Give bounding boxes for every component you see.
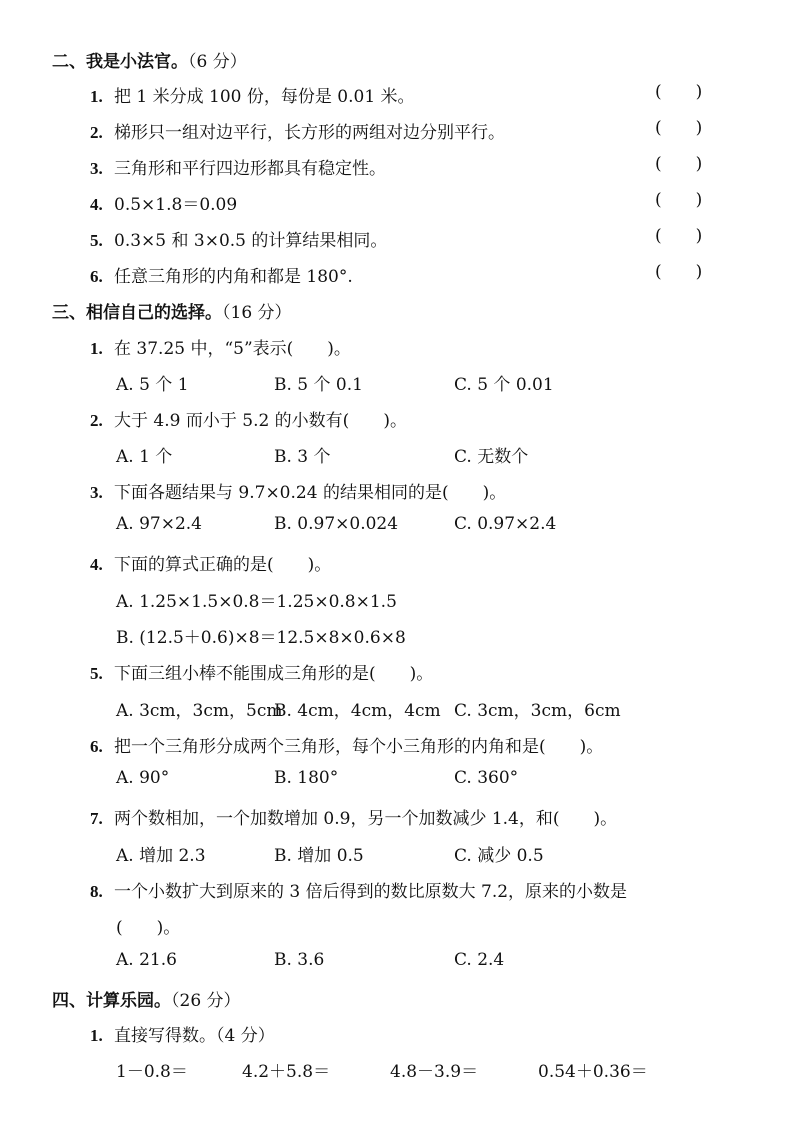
judge-item bbox=[90, 262, 353, 287]
option-a[interactable]: A. 90° bbox=[116, 768, 170, 788]
question-number: 3. bbox=[90, 483, 103, 502]
question-text: 一个小数扩大到原来的 3 倍后得到的数比原数大 7.2，原来的小数是 bbox=[114, 882, 628, 902]
option-a[interactable]: A. 1.25×1.5×0.8＝1.25×0.8×1.5 bbox=[116, 592, 397, 612]
item-text: 0.3×5 和 3×0.5 的计算结果相同。 bbox=[114, 231, 388, 251]
option-b[interactable]: B. 5 个 0.1 bbox=[274, 375, 363, 395]
choice-question bbox=[90, 732, 603, 757]
section-score-note: （6 分） bbox=[188, 52, 247, 72]
option-a[interactable]: A. 97×2.4 bbox=[116, 514, 202, 534]
option-c[interactable]: C. 3cm，3cm，6cm bbox=[454, 701, 621, 721]
calc-item[interactable]: 4.8－3.9＝ bbox=[390, 1062, 479, 1082]
paren-open: ( bbox=[655, 118, 662, 138]
option-b[interactable]: B. 增加 0.5 bbox=[274, 846, 364, 866]
option-a[interactable]: A. 21.6 bbox=[116, 950, 177, 970]
calc-item[interactable]: 4.2＋5.8＝ bbox=[242, 1062, 331, 1082]
paren-close: ) bbox=[695, 154, 703, 174]
option-c[interactable]: C. 360° bbox=[454, 768, 519, 788]
section-title-text: 二、我是小法官。 bbox=[52, 52, 188, 72]
question-number: 8. bbox=[90, 882, 103, 901]
question-text: 大于 4.9 而小于 5.2 的小数有( )。 bbox=[114, 411, 407, 431]
option-a[interactable]: A. 1 个 bbox=[116, 447, 173, 467]
sub-question bbox=[90, 1021, 275, 1046]
paren-open: ( bbox=[655, 262, 662, 282]
option-c[interactable]: C. 0.97×2.4 bbox=[454, 514, 557, 534]
judge-item bbox=[90, 226, 387, 251]
item-text: 梯形只一组对边平行，长方形的两组对边分别平行。 bbox=[114, 123, 505, 143]
option-b[interactable]: B. (12.5＋0.6)×8＝12.5×8×0.6×8 bbox=[116, 628, 406, 648]
option-b[interactable]: B. 0.97×0.024 bbox=[274, 514, 399, 534]
answer-parentheses[interactable] bbox=[655, 262, 702, 282]
sub-question-number: 1. bbox=[90, 1026, 103, 1045]
question-number: 6. bbox=[90, 737, 103, 756]
question-text-continued: ( )。 bbox=[116, 918, 181, 938]
choice-question bbox=[90, 877, 627, 902]
option-a[interactable]: A. 3cm，3cm，5cm bbox=[116, 701, 283, 721]
item-number: 5. bbox=[90, 231, 103, 250]
judge-item bbox=[90, 154, 386, 179]
option-c[interactable]: C. 5 个 0.01 bbox=[454, 375, 554, 395]
choice-question bbox=[90, 406, 407, 431]
item-number: 3. bbox=[90, 159, 103, 178]
paren-open: ( bbox=[655, 82, 662, 102]
option-a[interactable]: A. 5 个 1 bbox=[116, 375, 189, 395]
judge-item bbox=[90, 190, 237, 215]
item-number: 2. bbox=[90, 123, 103, 142]
question-text: 下面各题结果与 9.7×0.24 的结果相同的是( )。 bbox=[114, 483, 507, 503]
judge-item bbox=[90, 118, 505, 143]
option-c[interactable]: C. 2.4 bbox=[454, 950, 505, 970]
section-score-note: （26 分） bbox=[171, 991, 241, 1011]
section-score-note: （16 分） bbox=[222, 303, 292, 323]
option-b[interactable]: B. 180° bbox=[274, 768, 339, 788]
item-text: 把 1 米分成 100 份，每份是 0.01 米。 bbox=[114, 87, 415, 107]
question-text: 把一个三角形分成两个三角形，每个小三角形的内角和是( )。 bbox=[114, 737, 604, 757]
choice-question bbox=[90, 478, 506, 503]
question-number: 2. bbox=[90, 411, 103, 430]
section-title-text: 四、计算乐园。 bbox=[52, 991, 171, 1011]
answer-parentheses[interactable] bbox=[655, 154, 702, 174]
item-number: 6. bbox=[90, 267, 103, 286]
paren-open: ( bbox=[655, 190, 662, 210]
answer-parentheses[interactable] bbox=[655, 190, 702, 210]
question-text: 两个数相加，一个加数增加 0.9，另一个加数减少 1.4，和( )。 bbox=[114, 809, 618, 829]
section-title-2 bbox=[52, 47, 247, 72]
calc-item[interactable]: 1－0.8＝ bbox=[116, 1062, 188, 1082]
paren-close: ) bbox=[695, 226, 703, 246]
paren-close: ) bbox=[695, 262, 703, 282]
question-number: 1. bbox=[90, 339, 103, 358]
item-text: 0.5×1.8＝0.09 bbox=[114, 195, 238, 215]
calc-item[interactable]: 0.54＋0.36＝ bbox=[538, 1062, 648, 1082]
question-text: 在 37.25 中，“5”表示( )。 bbox=[114, 339, 351, 359]
option-b[interactable]: B. 3 个 bbox=[274, 447, 331, 467]
choice-question bbox=[90, 804, 617, 829]
choice-question bbox=[90, 550, 331, 575]
choice-question bbox=[90, 659, 433, 684]
paren-close: ) bbox=[695, 82, 703, 102]
option-a[interactable]: A. 增加 2.3 bbox=[116, 846, 206, 866]
section-title-text: 三、相信自己的选择。 bbox=[52, 303, 222, 323]
option-b[interactable]: B. 4cm，4cm，4cm bbox=[274, 701, 441, 721]
paren-close: ) bbox=[695, 190, 703, 210]
option-c[interactable]: C. 无数个 bbox=[454, 447, 529, 467]
item-text: 三角形和平行四边形都具有稳定性。 bbox=[114, 159, 386, 179]
question-number: 5. bbox=[90, 664, 103, 683]
question-number: 7. bbox=[90, 809, 103, 828]
paren-open: ( bbox=[655, 154, 662, 174]
item-number: 1. bbox=[90, 87, 103, 106]
answer-parentheses[interactable] bbox=[655, 82, 702, 102]
paren-close: ) bbox=[695, 118, 703, 138]
question-text: 下面三组小棒不能围成三角形的是( )。 bbox=[114, 664, 434, 684]
sub-question-text: 直接写得数。（4 分） bbox=[114, 1026, 275, 1046]
answer-parentheses[interactable] bbox=[655, 226, 702, 246]
choice-question bbox=[90, 334, 351, 359]
section-title-3 bbox=[52, 298, 292, 323]
judge-item bbox=[90, 82, 415, 107]
section-title-4 bbox=[52, 986, 241, 1011]
option-c[interactable]: C. 减少 0.5 bbox=[454, 846, 544, 866]
item-text: 任意三角形的内角和都是 180°. bbox=[114, 267, 353, 287]
answer-parentheses[interactable] bbox=[655, 118, 702, 138]
option-b[interactable]: B. 3.6 bbox=[274, 950, 325, 970]
question-number: 4. bbox=[90, 555, 103, 574]
item-number: 4. bbox=[90, 195, 103, 214]
paren-open: ( bbox=[655, 226, 662, 246]
question-text: 下面的算式正确的是( )。 bbox=[114, 555, 332, 575]
